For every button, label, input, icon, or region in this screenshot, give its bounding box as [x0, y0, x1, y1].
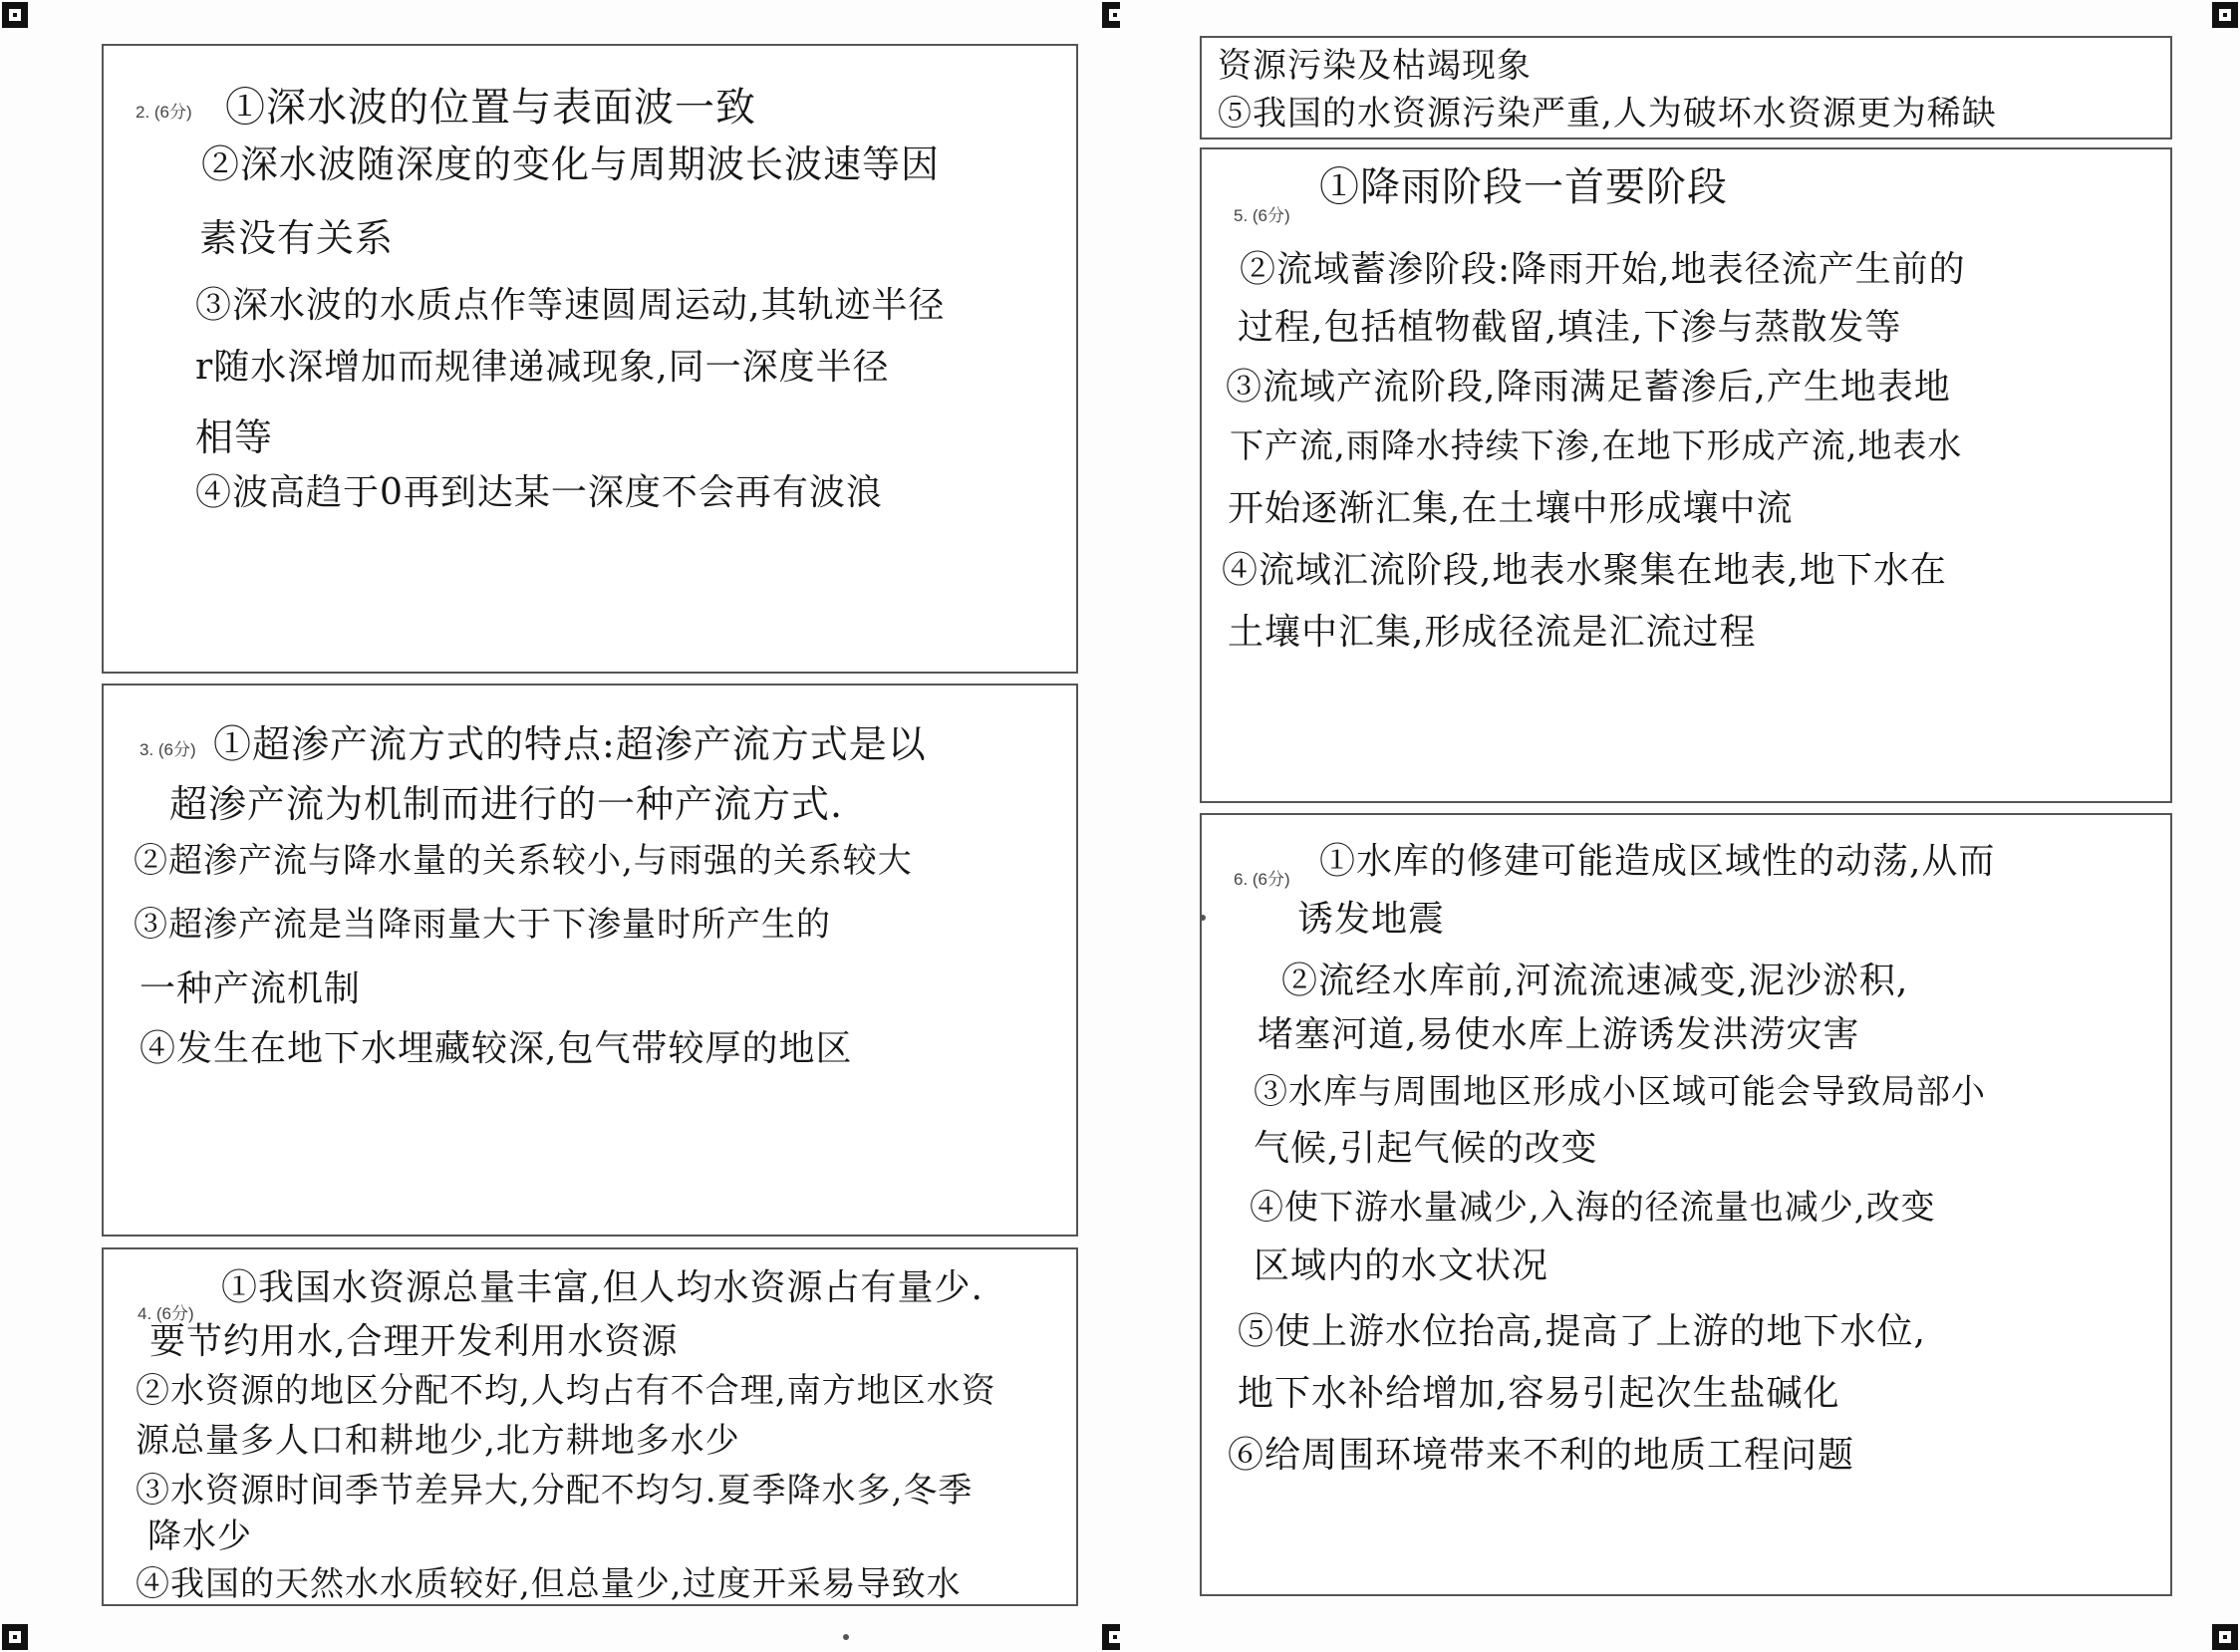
question-label-q2: 2. (6分) — [136, 103, 192, 122]
answer-line: ①降雨阶段一首要阶段 — [1319, 164, 1728, 210]
answer-box-q3 — [102, 684, 1078, 1237]
answer-line: ④使下游水量减少,入海的径流量也减少,改变 — [1250, 1188, 1936, 1228]
answer-box-q2 — [102, 44, 1078, 674]
answer-box-q4-continued — [1200, 36, 2172, 139]
answer-line: ③水库与周围地区形成小区域可能会导致局部小 — [1254, 1072, 1986, 1112]
answer-line: ②水资源的地区分配不均,人均占有不合理,南方地区水资 — [136, 1371, 996, 1411]
answer-line: 下产流,雨降水持续下渗,在地下形成产流,地表水 — [1230, 426, 1963, 466]
answer-line: ④波高趋于0再到达某一深度不会再有波浪 — [195, 472, 883, 513]
answer-line: 堵塞河道,易使水库上游诱发洪涝灾害 — [1258, 1014, 1860, 1055]
answer-line: 诱发地震 — [1297, 899, 1446, 940]
answer-box-q6 — [1200, 813, 2172, 1596]
answer-line: r随水深增加而规律递减现象,同一深度半径 — [195, 347, 890, 388]
answer-line: ①超渗产流方式的特点:超渗产流方式是以 — [213, 722, 927, 766]
answer-line: ④发生在地下水埋藏较深,包气带较厚的地区 — [140, 1028, 853, 1069]
answer-line: ③水资源时间季节差异大,分配不均匀.夏季降水多,冬季 — [136, 1471, 974, 1511]
answer-line: 过程,包括植物截留,填洼,下渗与蒸散发等 — [1238, 307, 1902, 348]
answer-sheet-page-right — [1120, 0, 2240, 1652]
answer-line: 资源污染及枯竭现象 — [1218, 46, 1532, 86]
question-label-q5: 5. (6分) — [1234, 206, 1290, 225]
answer-line: ④流域汇流阶段,地表水聚集在地表,地下水在 — [1222, 550, 1947, 591]
answer-line: 土壤中汇集,形成径流是汇流过程 — [1228, 612, 1757, 653]
answer-line: ②超渗产流与降水量的关系较小,与雨强的关系较大 — [134, 841, 913, 881]
answer-line: ③深水波的水质点作等速圆周运动,其轨迹半径 — [195, 285, 946, 326]
answer-line: 相等 — [195, 415, 274, 459]
answer-line: 一种产流机制 — [140, 968, 362, 1009]
answer-line: ②深水波随深度的变化与周期波长波速等因 — [201, 142, 941, 186]
corner-marker-top-left — [2, 2, 28, 28]
answer-line: ⑤使上游水位抬高,提高了上游的地下水位, — [1238, 1311, 1926, 1352]
scan-speck — [843, 1634, 849, 1640]
answer-line: ②流经水库前,河流流速减变,泥沙淤积, — [1281, 961, 1909, 1001]
answer-line: ③超渗产流是当降雨量大于下渗量时所产生的 — [134, 905, 831, 945]
question-label-q4: 4. (6分) — [138, 1304, 194, 1323]
answer-line: ③流域产流阶段,降雨满足蓄渗后,产生地表地 — [1226, 367, 1951, 408]
answer-line: 地下水补给增加,容易引起次生盐碱化 — [1238, 1373, 1840, 1414]
answer-line: ①水库的修建可能造成区域性的动荡,从而 — [1319, 841, 1996, 882]
question-label-q6: 6. (6分) — [1234, 870, 1290, 889]
answer-line: 源总量多人口和耕地少,北方耕地多水少 — [136, 1421, 740, 1461]
corner-marker-bottom-right — [2212, 1624, 2238, 1650]
corner-marker-top-right — [2212, 2, 2238, 28]
corner-marker-bottom-left — [2, 1624, 28, 1650]
answer-line: ④我国的天然水水质较好,但总量少,过度开采易导致水 — [136, 1564, 962, 1604]
answer-line: ⑤我国的水资源污染严重,人为破坏水资源更为稀缺 — [1218, 94, 1997, 134]
scan-speck — [1200, 915, 1206, 921]
answer-line: 素没有关系 — [199, 216, 395, 260]
answer-line: 气候,引起气候的改变 — [1254, 1128, 1598, 1169]
answer-line: ①深水波的位置与表面波一致 — [225, 85, 756, 131]
answer-box-q4 — [102, 1247, 1078, 1606]
answer-box-q5 — [1200, 147, 2172, 803]
answer-line: 要节约用水,合理开发利用水资源 — [149, 1321, 679, 1362]
answer-line: 开始逐渐汇集,在土壤中形成壤中流 — [1228, 488, 1794, 529]
answer-line: 降水少 — [147, 1516, 252, 1556]
answer-line: 超渗产流为机制而进行的一种产流方式. — [169, 782, 844, 826]
answer-line: ⑥给周围环境带来不利的地质工程问题 — [1228, 1435, 1855, 1476]
answer-line: 区域内的水文状况 — [1254, 1245, 1549, 1286]
answer-line: ①我国水资源总量丰富,但人均水资源占有量少. — [221, 1267, 983, 1308]
question-label-q3: 3. (6分) — [140, 740, 196, 759]
answer-line: ②流域蓄渗阶段:降雨开始,地表径流产生前的 — [1240, 249, 1966, 290]
